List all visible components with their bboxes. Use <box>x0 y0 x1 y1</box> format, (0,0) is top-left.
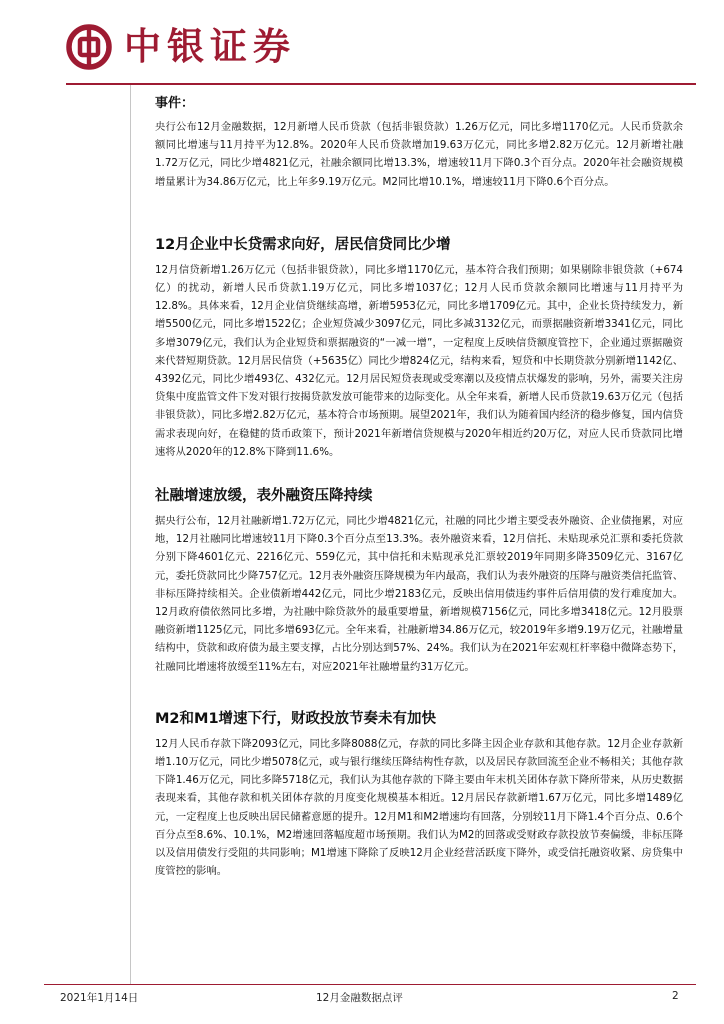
report-body <box>155 94 683 881</box>
brand-name: 中银证券 <box>124 25 296 68</box>
section-title: 社融增速放缓，表外融资压降持续 <box>155 488 373 505</box>
left-margin-rule <box>130 85 131 985</box>
section-social-financing <box>155 486 683 676</box>
footer-date: 2021年1月14日 <box>60 992 139 1004</box>
bank-of-china-logo-icon <box>66 24 112 70</box>
section-loans <box>155 235 683 461</box>
section-title: 12月企业中长贷需求向好，居民信贷同比少增 <box>155 236 451 253</box>
page-number: 2 <box>672 990 679 1002</box>
section-paragraph: 据央行公布，12月社融新增1.72万亿元，同比少增4821亿元，社融的同比少增主要受表外融资、企业债拖累，对应地，12月社融同比增速较11月下降0.3个百分点至13.3%。表外融资来看，12月信托、未贴现承兑汇票和委托贷款分别下降4601亿元、2216亿元、559亿元，其中信托和未贴现承兑汇票较2019年同期多降3509亿元、3167亿元，委托贷款同比少降757亿元。12月表外融资压降规模为年内最高，我们认为表外融资的压降与融资类信托监管、非标压降持续相关。企业债新增442亿元，同比少增2183亿元，反映出信用债违约事件后信用债的发行难度加大。12月政府债依然同比多增，为社融中除贷款外的最重要增量，新增规模7156亿元，同比多增3418亿元。12月股票融资新增1125亿元，同比多增693亿元。全年来看，社融新增34.86万亿元，较2019年多增9.19万亿元，社融增量结构中，贷款和政府债为最主要支撑，占比分别达到57%、24%。我们认为在2021年宏观杠杆率稳中微降态势下，社融同比增速将放缓至11%左右，对应2021年社融增量约31万亿元。 <box>155 515 683 673</box>
section-paragraph: 12月信贷新增1.26万亿元（包括非银贷款），同比多增1170亿元，基本符合我们预期；如果剔除非银贷款（+674亿）的扰动，新增人民币贷款1.19万亿元，同比多增1037亿；12月人民币贷款余额同比增速与11月持平为12.8%。具体来看，12月企业信贷继续高增，新增5953亿元，同比多增1709亿元。其中，企业长贷持续发力，新增5500亿元，同比多增1522亿；企业短贷减少3097亿元，同比多减3132亿元，而票据融资新增3341亿元，同比多增3079亿元，我们认为企业短贷和票据融资的“一减一增”，一定程度上反映信贷额度管控下，企业通过票据融资来代替短期贷款。12月居民信贷（+5635亿）同比少增824亿元，结构来看，短贷和中长期贷款分别新增1142亿、4392亿元，同比少增493亿、432亿元。12月居民短贷表现或受寒潮以及疫情点状爆发的影响，另外，需要关注房贷集中度监管文件下发对银行按揭贷款发放可能带来的边际变化。从全年来看，新增人民币贷款19.63万亿元（包括非银贷款），同比多增2.82万亿元，基本符合市场预期。展望2021年，我们认为随着国内经济的稳步修复，国内信贷需求表现向好，在稳健的货币政策下，预计2021年新增信贷规模与2020年相近约20万亿，对应人民币贷款同比增速将从2020年的12.8%下降到11.6%。 <box>155 263 683 458</box>
event-label: 事件： <box>155 96 195 111</box>
footer-divider <box>44 984 696 985</box>
section-title: M2和M1增速下行，财政投放节奏未有加快 <box>155 710 437 727</box>
page-header <box>66 24 296 70</box>
section-paragraph: 12月人民币存款下降2093亿元，同比多降8088亿元，存款的同比多降主因企业存款和其他存款。12月企业存款新增1.10万亿元，同比少增5078亿元，或与银行继续压降结构性存款，以及居民存款回流至企业不畅相关；其他存款下降1.46万亿元，同比多降5718亿元，我们认为其他存款的下降主要由年末机关团体存款下降所带来，从历史数据表现来看，其他存款和机关团体存款的月度变化规模基本相近。12月居民存款新增1.67万亿元，同比多增1489亿元，一定程度上也反映出居民储蓄意愿的提升。12月M1和M2增速均有回落，分别较11月下降1.4个百分点、0.6个百分点至8.6%、10.1%，M2增速回落幅度超市场预期。我们认为M2的回落或受财政存款投放节奏偏缓，非标压降以及信用债发行受阻的共同影响；M1增速下降除了反映12月企业经营活跃度下降外，或受信托融资收紧、房贷集中度管控的影响。 <box>155 737 683 878</box>
header-divider <box>66 83 696 85</box>
event-block <box>155 94 683 191</box>
section-money-supply <box>155 709 683 881</box>
footer-report-title: 12月金融数据点评 <box>316 992 403 1004</box>
event-paragraph: 央行公布12月金融数据，12月新增人民币贷款（包括非银贷款）1.26万亿元，同比多增1170亿元。人民币贷款余额同比增速与11月持平为12.8%。2020年人民币贷款增加19.63万亿元，同比多增2.82万亿元。12月新增社融1.72万亿元，同比少增4821亿元，社融余额同比增13.3%，增速较11月下降0.3个百分点。2020年社会融资规模增量累计为34.86万亿元，比上年多9.19万亿元。M2同比增10.1%，增速较11月下降0.6个百分点。 <box>155 121 683 188</box>
